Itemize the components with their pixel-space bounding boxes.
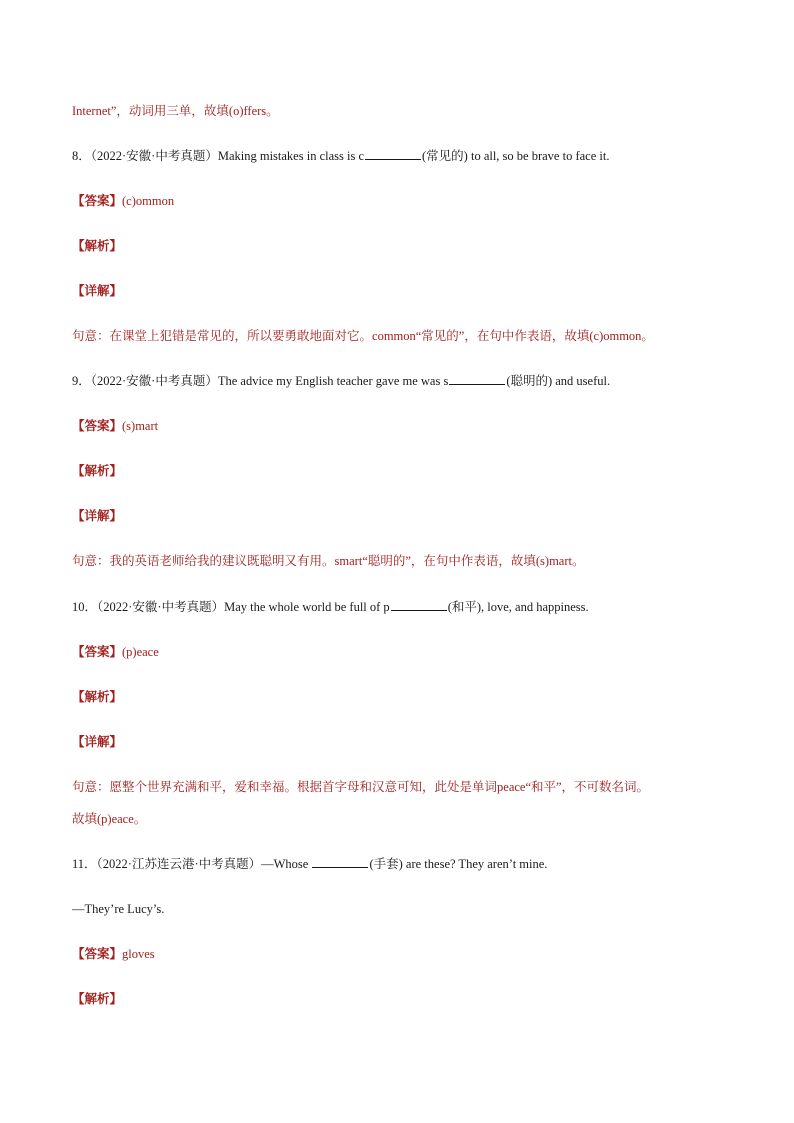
question-text-before: —Whose <box>261 857 312 871</box>
detail-text-a: 句意：愿整个世界充满和平，爱和幸福。根据首字母和汉意可知，此处是单词 <box>72 780 498 794</box>
question-11 <box>72 856 734 872</box>
continued-explanation <box>72 103 734 119</box>
detail-text-b: smart“聪明的”，在句中作表语，故填(s)mart。 <box>334 554 585 568</box>
question-source: （2022·安徽·中考真题） <box>90 374 218 388</box>
detail-8 <box>72 328 734 344</box>
question-text-after: (手套) are these? They aren’t mine. <box>369 857 548 871</box>
analysis-tag: 【解析】 <box>72 463 123 478</box>
answer-tag: 【答案】 <box>72 193 123 208</box>
question-source: （2022·江苏连云港·中考真题） <box>96 857 262 871</box>
analysis-tag: 【解析】 <box>72 238 123 253</box>
question-number: 10． <box>72 600 98 614</box>
analysis-10 <box>72 689 734 705</box>
answer-11 <box>72 946 734 962</box>
answer-text: (c)ommon <box>122 194 175 208</box>
question-11-line2 <box>72 901 734 917</box>
analysis-tag: 【解析】 <box>72 689 123 704</box>
answer-8 <box>72 193 734 209</box>
fill-blank <box>365 148 421 160</box>
detail-text-a: 句意：我的英语老师给我的建议既聪明又有用。 <box>72 554 335 568</box>
answer-text: (p)eace <box>122 645 159 659</box>
detail-text-b: peace“和平”，不可数名词。 <box>497 780 650 794</box>
fill-blank <box>391 599 447 611</box>
detail-tag: 【详解】 <box>72 734 123 749</box>
question-8 <box>72 148 734 164</box>
analysis-11 <box>72 991 734 1007</box>
question-number: 9． <box>72 374 91 388</box>
answer-text: gloves <box>122 947 155 961</box>
question-number: 11． <box>72 857 97 871</box>
question-text-before: May the whole world be full of p <box>224 600 390 614</box>
answer-text: (s)mart <box>122 419 159 433</box>
fill-blank <box>312 856 368 868</box>
detail-header-9 <box>72 508 734 524</box>
question-text-after: (聪明的) and useful. <box>506 374 611 388</box>
continued-text: Internet”，动词用三单，故填(o)ffers。 <box>72 104 279 118</box>
question-text-after: (常见的) to all, so be brave to face it. <box>422 149 610 163</box>
detail-text-c: 故填(p)eace。 <box>72 812 147 826</box>
question-9 <box>72 373 734 389</box>
answer-tag: 【答案】 <box>72 644 123 659</box>
question-source: （2022·安徽·中考真题） <box>90 149 218 163</box>
answer-9 <box>72 418 734 434</box>
detail-10 <box>72 779 734 795</box>
detail-text-b: common“常见的”，在句中作表语，故填(c)ommon。 <box>372 329 654 343</box>
detail-header-10 <box>72 734 734 750</box>
question-source: （2022·安徽·中考真题） <box>97 600 225 614</box>
question-text-before: Making mistakes in class is c <box>217 149 365 163</box>
detail-header-8 <box>72 283 734 299</box>
detail-tag: 【详解】 <box>72 508 123 523</box>
question-text-after: (和平), love, and happiness. <box>447 600 589 614</box>
question-text-before: The advice my English teacher gave me was s <box>217 374 449 388</box>
question-10 <box>72 599 734 615</box>
analysis-9 <box>72 463 734 479</box>
analysis-tag: 【解析】 <box>72 991 123 1006</box>
question-number: 8． <box>72 149 91 163</box>
detail-text-a: 句意：在课堂上犯错是常见的，所以要勇敢地面对它。 <box>72 329 373 343</box>
answer-10 <box>72 644 734 660</box>
detail-tag: 【详解】 <box>72 283 123 298</box>
analysis-8 <box>72 238 734 254</box>
fill-blank <box>449 373 505 385</box>
detail-9 <box>72 553 734 569</box>
answer-tag: 【答案】 <box>72 418 123 433</box>
answer-tag: 【答案】 <box>72 946 123 961</box>
detail-10-continued <box>72 811 734 827</box>
dialogue-reply: —They’re Lucy’s. <box>72 902 165 916</box>
